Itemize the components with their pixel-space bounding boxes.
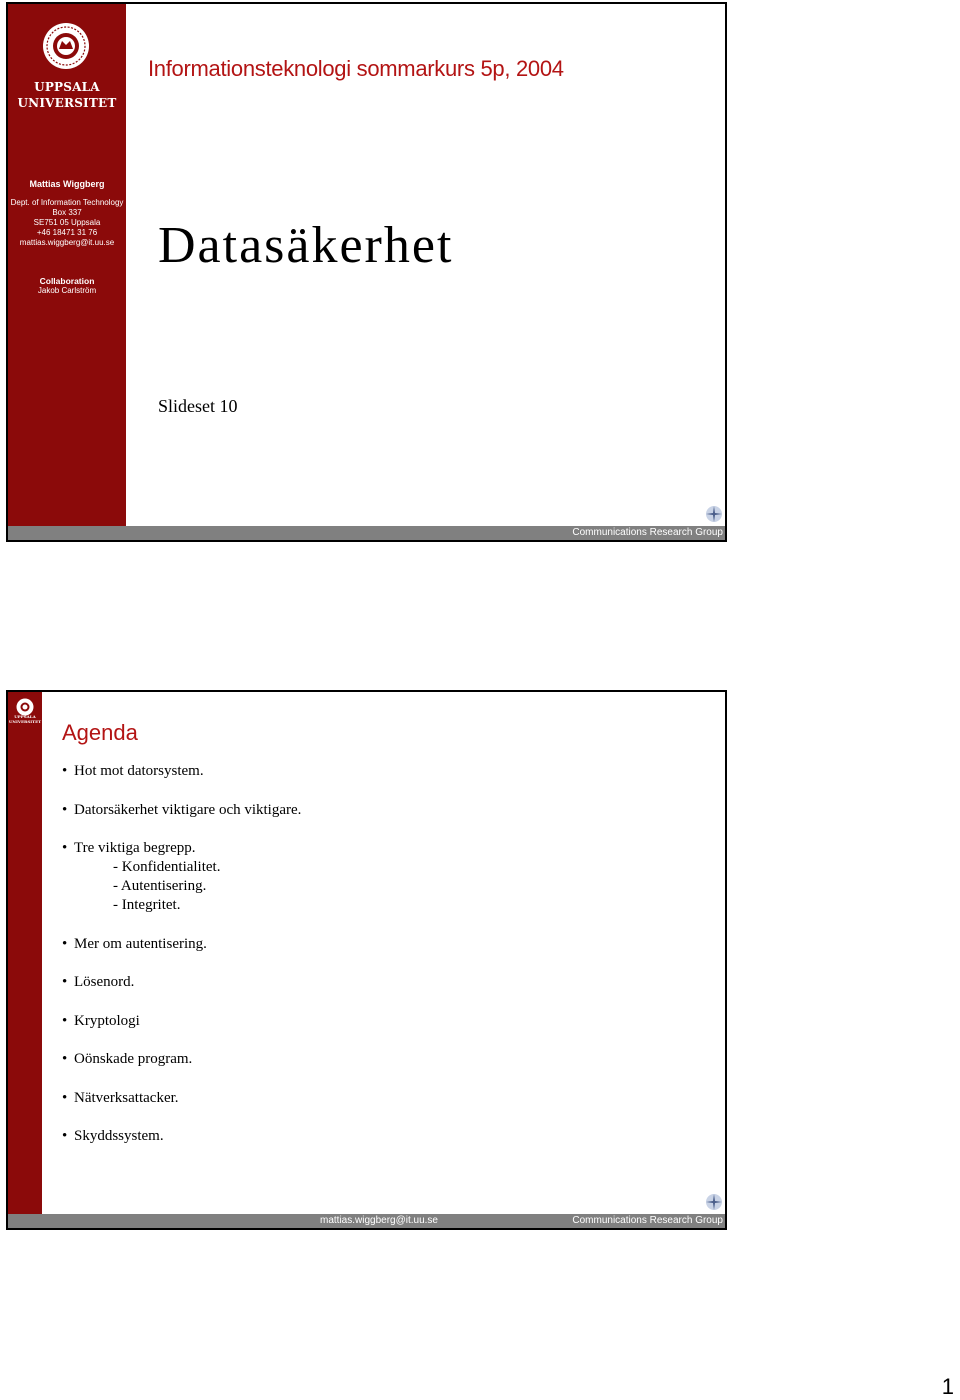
footer-email: mattias.wiggberg@it.uu.se [320,1215,438,1226]
contact-email: mattias.wiggberg@it.uu.se [19,238,115,247]
collaboration-label: Collaboration [39,276,95,286]
list-item-text: Datorsäkerhet viktigare och viktigare. [74,801,302,818]
slide-sidebar [8,4,126,526]
slide-footer [8,526,725,540]
list-item-text: Tre viktiga begrepp. [74,840,196,856]
list-item-text: Oönskade program. [74,1051,193,1067]
list-item-text: Mer om autentisering. [74,935,207,952]
university-name-line1: UPPSALA [14,714,36,719]
list-item-text: Kryptologi [74,1012,140,1029]
footer-group-name: Communications Research Group [572,527,723,538]
list-item [62,973,301,992]
university-name [8,714,42,724]
list-item [62,839,301,915]
contact-box: Box 337 [52,208,82,217]
bullet: • [62,763,68,779]
list-item-text: Lösenord. [74,974,135,990]
list-item [62,801,302,820]
university-name-line1: UPPSALA [34,80,100,94]
list-item [62,1127,301,1146]
contact-dept: Dept. of Information Technology [10,198,124,207]
agenda-heading: Agenda [62,720,138,745]
list-item-text: Skyddssystem. [74,1128,164,1144]
title-slide [6,2,727,542]
list-item-text: Hot mot datorsystem. [74,763,204,779]
bullet: • [62,935,68,952]
slide-title: Datasäkerhet [158,217,454,274]
agenda-slide [6,690,727,1230]
list-item [62,1012,301,1031]
footer-group-name: Communications Research Group [572,1215,723,1226]
university-name-line2: UNIVERSITET [17,96,117,110]
bullet: • [62,974,68,990]
university-name-line2: UNIVERSITET [8,719,42,724]
bullet: • [62,1128,68,1144]
contact-postal: SE751 05 Uppsala [33,218,101,227]
agenda-list [62,762,302,1166]
slide-sidebar [8,692,42,1214]
bullet: • [62,801,68,818]
collaboration-name: Jakob Carlström [37,286,97,295]
author-name: Mattias Wiggberg [29,179,105,189]
list-item-text: Nätverksattacker. [74,1089,179,1106]
contact-info [8,198,126,248]
contact-phone: +46 18471 31 76 [36,228,98,237]
course-title: Informationsteknologi sommarkurs 5p, 2004 [148,56,564,81]
research-group-logo-icon [704,504,724,524]
slide-footer [8,1214,725,1228]
list-item [62,1050,301,1069]
list-item [62,935,301,954]
bullet: • [62,1089,68,1106]
bullet: • [62,840,68,856]
page-number: 1 [941,1374,954,1399]
sub-list-item: - Integritet. [113,897,181,913]
research-group-logo-icon [704,1192,724,1212]
sub-list-item: - Autentisering. [113,878,207,894]
bullet: • [62,1051,68,1067]
sub-list-item: - Konfidentialitet. [113,859,221,875]
bullet: • [62,1012,68,1029]
list-item [62,762,301,781]
slide-subtitle: Slideset 10 [158,396,238,416]
list-item [62,1089,301,1108]
university-seal-icon [42,22,90,70]
